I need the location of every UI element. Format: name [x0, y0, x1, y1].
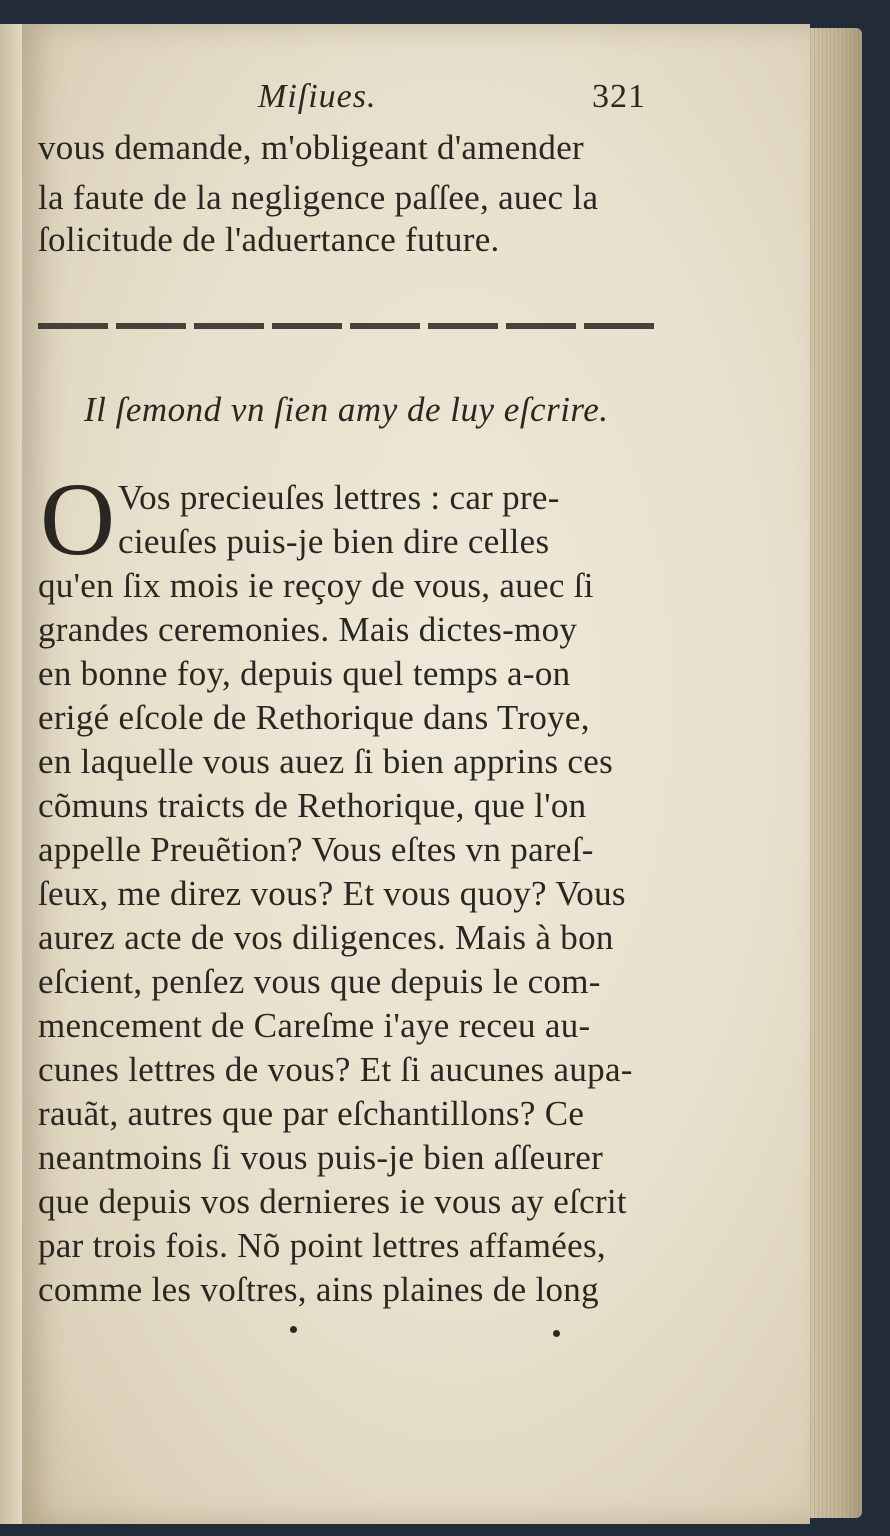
text-line: Vos precieuſes lettres : car pre- — [118, 478, 560, 517]
text-line: cunes lettres de vous? Et ſi aucunes aupa- — [38, 1050, 633, 1089]
text-line: vous demande, m'obligeant d'amender — [38, 128, 585, 167]
text-line: cõmuns traicts de Rethorique, que l'on — [38, 786, 587, 825]
ink-speck — [553, 1330, 560, 1337]
text-line: grandes ceremonies. Mais dictes-moy — [38, 610, 578, 649]
text-line: eſcient, penſez vous que depuis le com- — [38, 962, 601, 1001]
page-number: 321 — [592, 78, 646, 115]
text-line: rauãt, autres que par eſchantillons? Ce — [38, 1094, 585, 1133]
text-line: la faute de la negligence paſſee, auec la — [38, 178, 599, 217]
text-line: erigé eſcole de Rethorique dans Troye, — [38, 698, 590, 737]
text-line: qu'en ſix mois ie reçoy de vous, auec ſi — [38, 566, 594, 605]
text-line: neantmoins ſi vous puis-je bien aſſeurer — [38, 1138, 604, 1177]
gutter-shadow — [0, 24, 22, 1524]
text-line: par trois fois. Nõ point lettres affamées, — [38, 1226, 606, 1265]
text-line: comme les voſtres, ains plaines de long — [38, 1270, 599, 1309]
text-line: ſeux, me direz vous? Et vous quoy? Vous — [38, 874, 626, 913]
text-line: appelle Preuẽtion? Vous eſtes vn pareſ- — [38, 830, 594, 869]
drop-cap: O — [40, 462, 116, 577]
text-line: cieuſes puis-je bien dire celles — [118, 522, 550, 561]
section-divider-rule — [38, 323, 656, 329]
letter-heading: Il ſemond vn ſien amy de luy eſcrire. — [84, 390, 609, 429]
text-line: que depuis vos dernieres ie vous ay eſcrit — [38, 1182, 627, 1221]
ink-speck — [290, 1326, 297, 1333]
text-line: ſolicitude de l'aduertance future. — [38, 220, 500, 259]
running-title: Miſiues. — [258, 78, 377, 115]
text-line: en laquelle vous auez ſi bien apprins ces — [38, 742, 614, 781]
text-line: mencement de Careſme i'aye receu au- — [38, 1006, 591, 1045]
text-line: en bonne foy, depuis quel temps a-on — [38, 654, 571, 693]
text-line: aurez acte de vos diligences. Mais à bon — [38, 918, 614, 957]
